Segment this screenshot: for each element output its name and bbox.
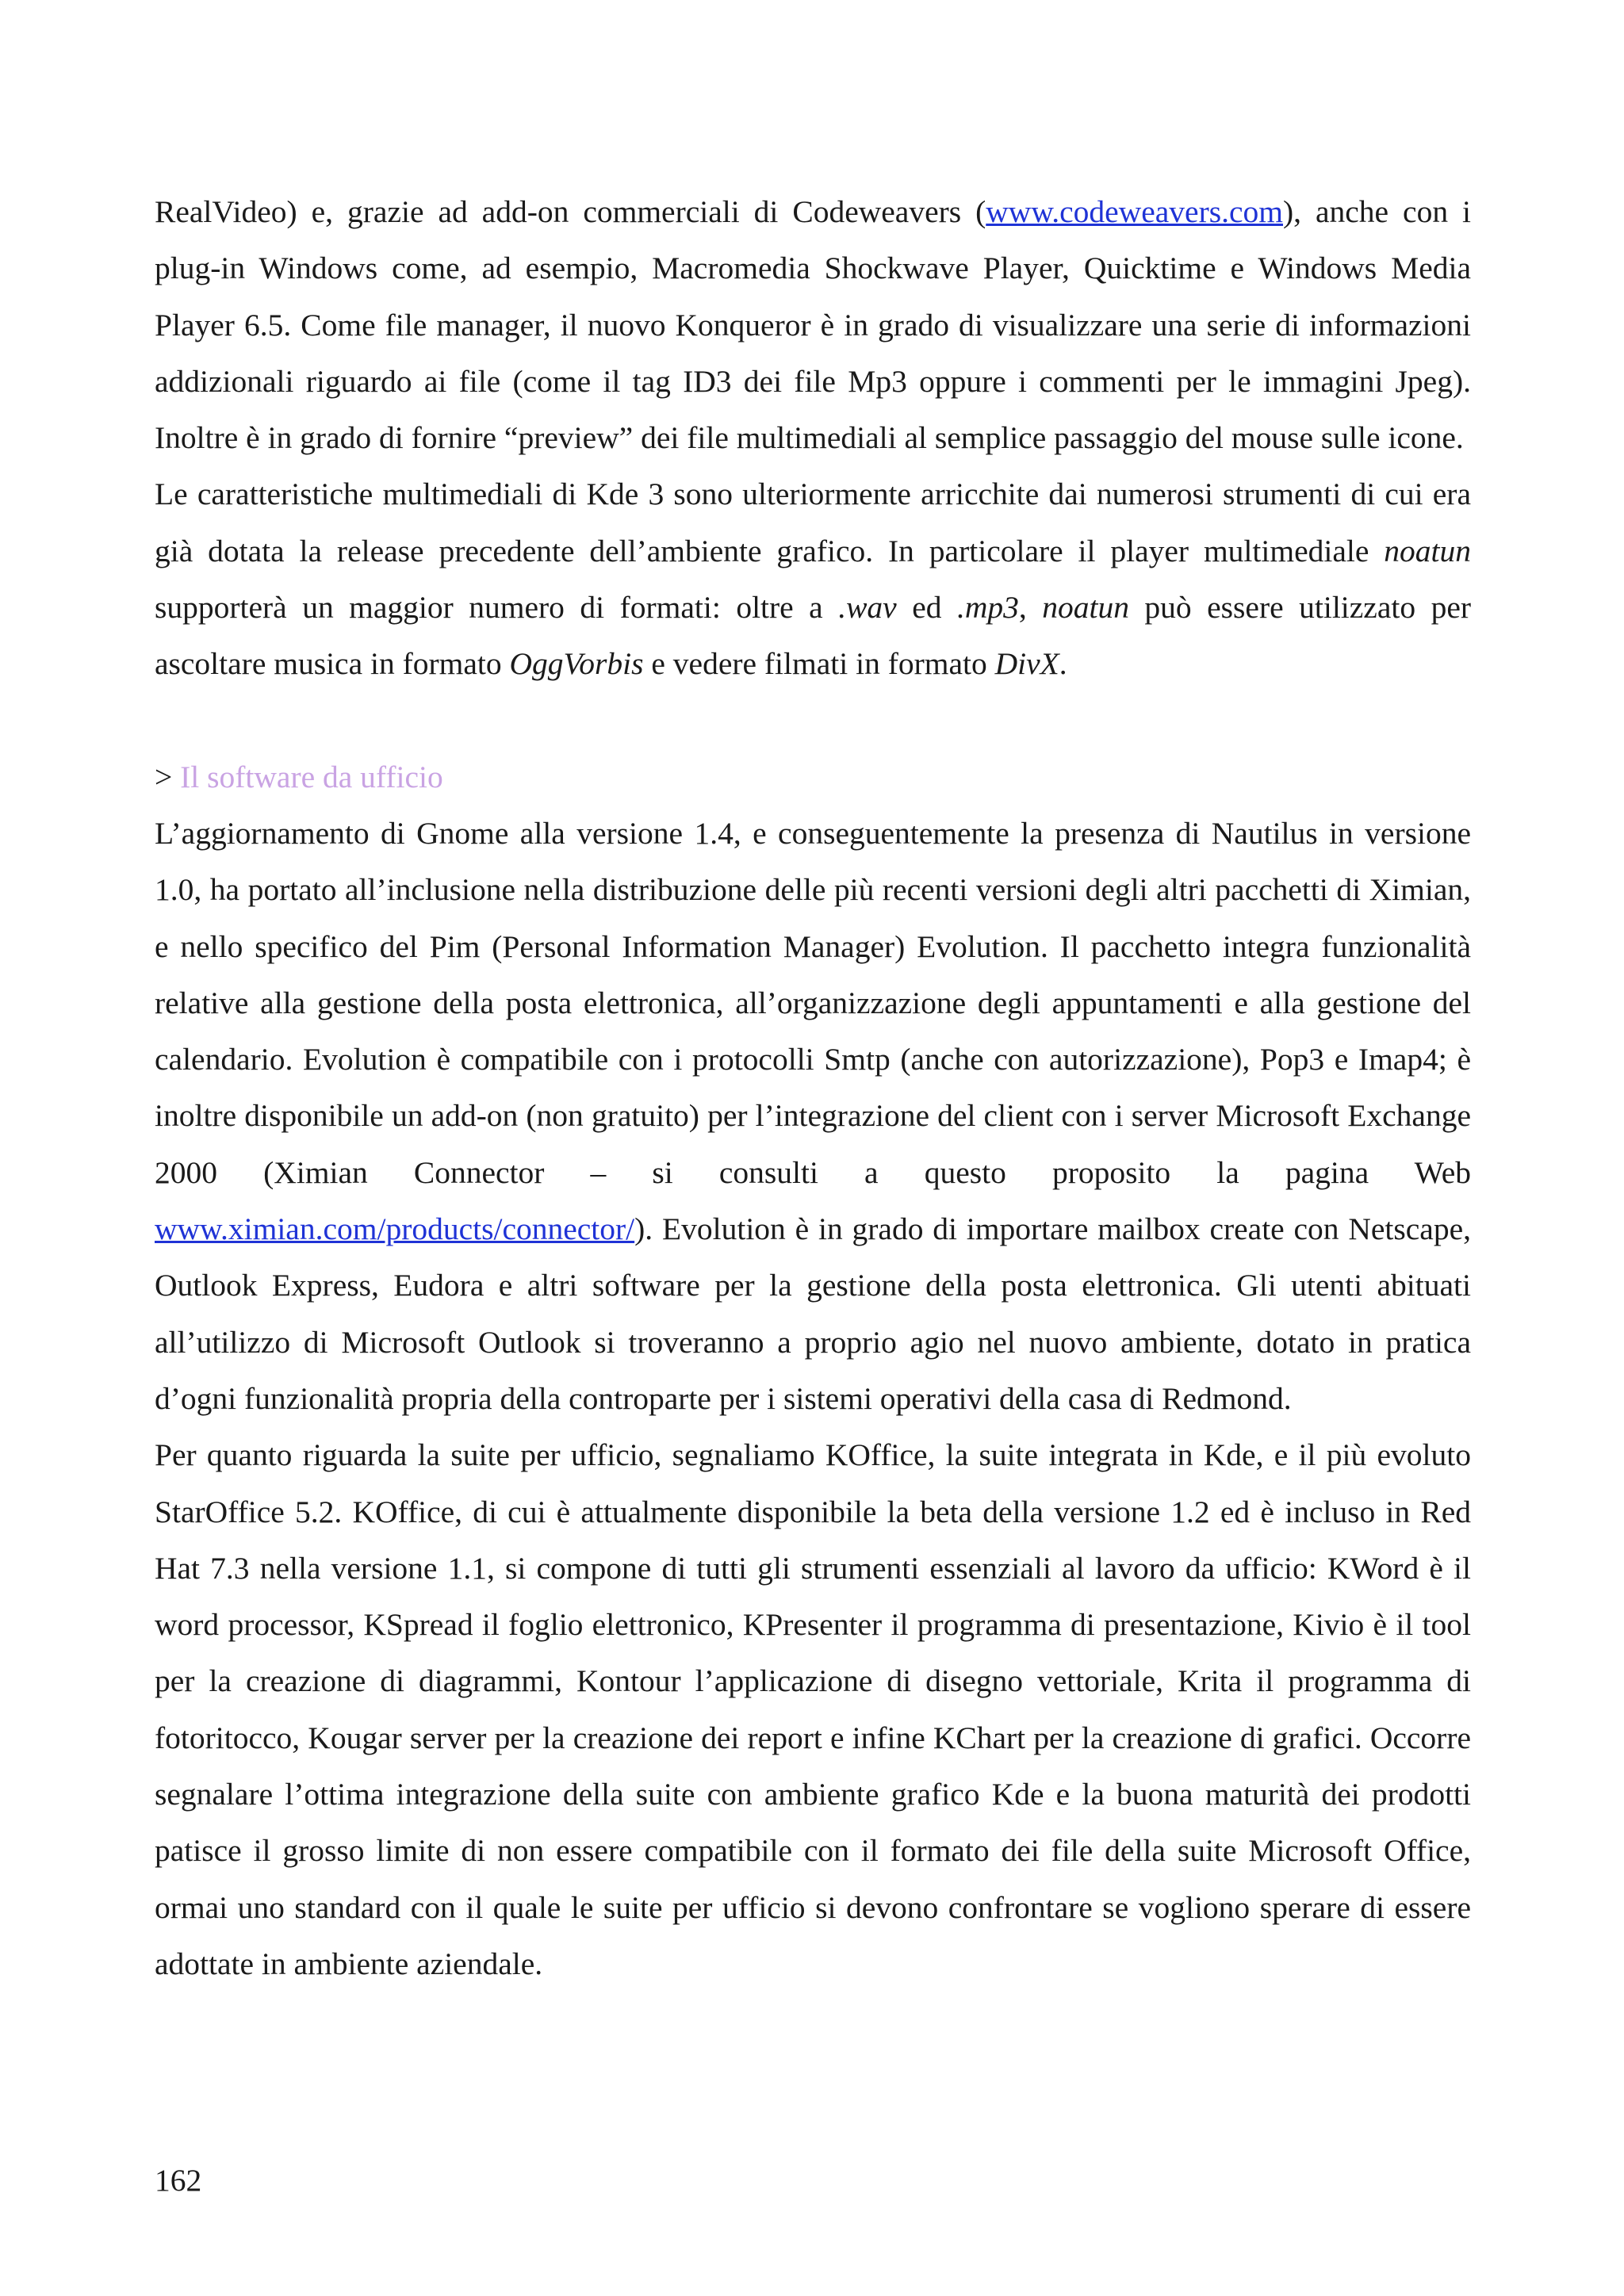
page-number: 162: [155, 2163, 202, 2198]
paragraph-text: ed: [896, 590, 957, 626]
paragraph-text: RealVideo) e, grazie ad add-on commerciali di Codeweavers (: [155, 194, 986, 229]
paragraph-text: supporterà un maggior numero di formati: oltre a: [155, 590, 839, 626]
italic-term: .mp3: [956, 590, 1019, 626]
paragraph-text: e vedere filmati in formato: [643, 646, 995, 682]
italic-term: DivX: [994, 646, 1059, 682]
paragraph-text: ,: [1018, 590, 1043, 626]
codeweavers-link[interactable]: www.codeweavers.com: [986, 194, 1283, 229]
ximian-connector-link[interactable]: www.ximian.com/products/connector/: [155, 1211, 635, 1247]
section-heading: [155, 749, 1471, 806]
paragraph-konqueror: [155, 184, 1471, 466]
paragraph-koffice: Per quanto riguarda la suite per ufficio, segnaliamo KOffice, la suite integrata in Kde, e il più evoluto StarOffice 5.2. KOffice, di cui è attualmente disponibile la beta della versione 1.2 ed è incluso in Red Hat 7.3 nella versione 1.1, si compone di tutti gli strumenti essenziali al lavoro da ufficio: KWord è il word processor, KSpread il foglio elettronico, KPresenter il programma di presentazione, Kivio è il tool per la creazione di diagrammi, Kontour l’applicazione di disegno vettoriale, Krita il programma di fotoritocco, Kougar server per la creazione dei report e infine KChart per la creazione di grafici. Occorre segnalare l’ottima integrazione della suite con ambiente grafico Kde e la buona maturità dei prodotti patisce il grosso limite di non essere compatibile con il formato dei file della suite Microsoft Office, ormai uno standard con il quale le suite per ufficio si devono confrontare se vogliono sperare di essere adottate in ambiente aziendale.: [155, 1437, 1471, 1981]
paragraph-text: L’aggiornamento di Gnome alla versione 1.4, e conseguentemente la presenza di Nautilus in versione 1.0, ha portato all’inclusione nella distribuzione delle più recenti versioni degli altri pacchetti di Ximian, e nello specifico del Pim (Personal Information Manager) Evolution. Il pacchetto integra funzionalità relative alla gestione della posta elettronica, all’organizzazione degli appuntamenti e alla gestione del calendario. Evolution è compatibile con i protocolli Smtp (anche con autorizzazione), Pop3 e Imap4; è inoltre disponibile un add-on (non gratuito) per l’integrazione del client con i server Microsoft Exchange 2000 (Ximian Connector – si consulti a questo proposito la pagina Web: [155, 815, 1471, 1190]
paragraph-evolution: [155, 806, 1471, 1427]
italic-term: noatun: [1042, 590, 1129, 626]
paragraph-text: ). Evolution è in grado di importare mailbox create con Netscape, Outlook Express, Eudora e altri software per la gestione della posta elettronica. Gli utenti abituati all’utilizzo di Microsoft Outlook si troveranno a proprio agio nel nuovo ambiente, dotato in pratica d’ogni funzionalità propria della controparte per i sistemi operativi della casa di Redmond.: [155, 1211, 1471, 1416]
page-body: [155, 184, 1471, 1992]
paragraph-text: può essere utilizzato per ascoltare musica in formato: [155, 590, 1472, 682]
paragraph-text: ), anche con i plug-in Windows come, ad esempio, Macromedia Shockwave Player, Quicktime e Windows Media Player 6.5. Come file manager, il nuovo Konqueror è in grado di visualizzare una serie di informazioni addizionali riguardo ai file (come il tag ID3 dei file Mp3 oppure i commenti per le immagini Jpeg). Inoltre è in grado di fornire “preview” dei file multimediali al semplice passaggio del mouse sulle icone.: [155, 194, 1471, 456]
paragraph-text: Le caratteristiche multimediali di Kde 3 sono ulteriormente arricchite dai numerosi strumenti di cui era già dotata la release precedente dell’ambiente grafico. In particolare il player multimediale: [155, 476, 1471, 568]
italic-term: noatun: [1384, 533, 1471, 568]
paragraph-text: .: [1059, 646, 1067, 682]
heading-marker: >: [155, 759, 173, 794]
italic-term: OggVorbis: [509, 646, 644, 682]
heading-title: Il software da ufficio: [180, 759, 443, 794]
section-spacer: [155, 693, 1471, 749]
italic-term: .wav: [838, 590, 897, 626]
paragraph-multimedia: [155, 466, 1471, 692]
